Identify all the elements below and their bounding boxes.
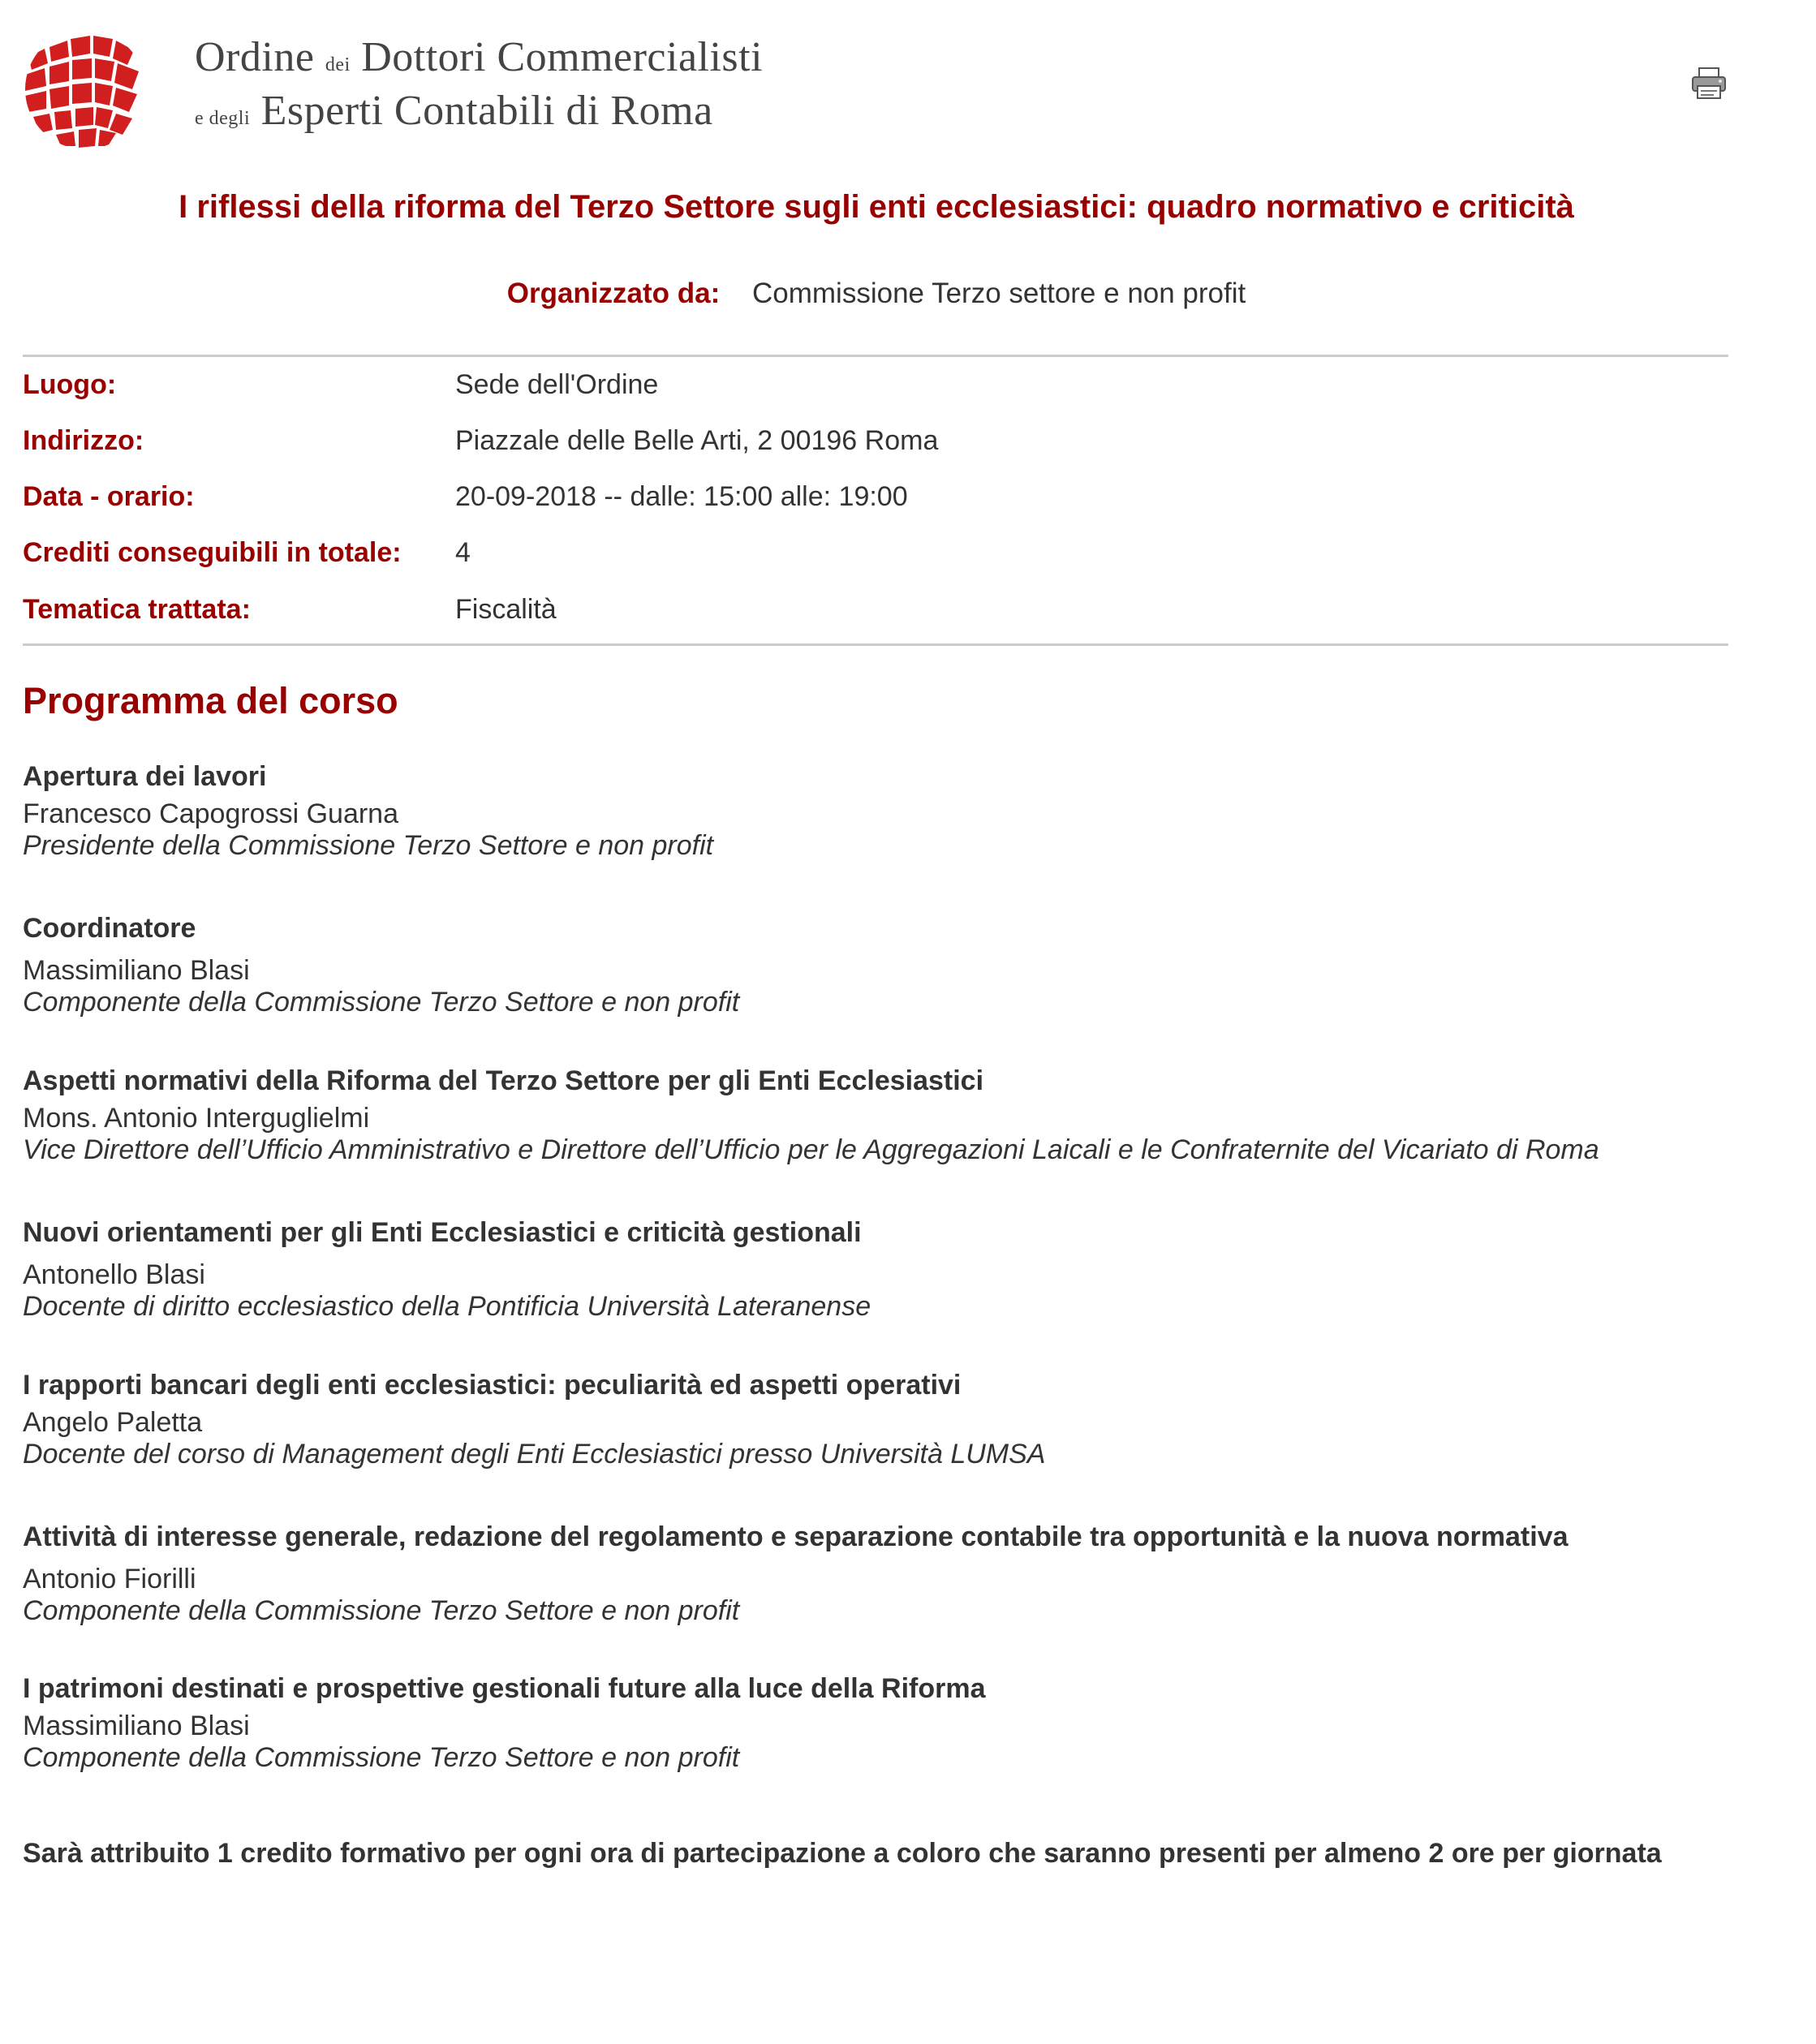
info-row-luogo <box>23 369 1727 410</box>
session-speaker: Antonello Blasi <box>23 1259 205 1291</box>
program-heading: Programma del corso <box>23 680 398 721</box>
session-role: Docente del corso di Management degli Enti Ecclesiastici presso Università LUMSA <box>23 1438 1046 1470</box>
program-session <box>23 1065 1767 1165</box>
session-title: Nuovi orientamenti per gli Enti Ecclesiastici e criticità gestionali <box>23 1217 862 1248</box>
organizer <box>0 278 1753 310</box>
event-title: I riflessi della riforma del Terzo Settore sugli enti ecclesiastici: quadro normativo e criticità <box>179 189 1574 225</box>
session-speaker: Antonio Fiorilli <box>23 1564 196 1595</box>
org-name-esperti: Esperti Contabili di Roma <box>260 88 713 135</box>
session-speaker: Massimiliano Blasi <box>23 1711 250 1742</box>
organizer-label: Organizzato da: <box>506 278 721 309</box>
session-role: Vice Direttore dell’Ufficio Amministrativo e Direttore dell’Ufficio per le Aggregazioni Laicali e le Confraternite del Vicariato di Roma <box>23 1134 1599 1165</box>
session-title: Apertura dei lavori <box>23 761 267 792</box>
session-speaker: Angelo Paletta <box>23 1407 203 1439</box>
divider <box>23 355 1728 357</box>
info-value: Piazzale delle Belle Arti, 2 00196 Roma <box>455 425 939 456</box>
org-name-e-degli: e degli <box>195 108 251 130</box>
session-title: Aspetti normativi della Riforma del Terzo Settore per gli Enti Ecclesiastici <box>23 1065 984 1096</box>
credits-note: Sarà attribuito 1 credito formativo per ogni ora di partecipazione a coloro che saranno presenti per almeno 2 ore per giornata <box>23 1838 1662 1869</box>
info-value: Fiscalità <box>455 594 557 625</box>
info-label: Crediti conseguibili in totale: <box>23 537 402 568</box>
session-title: I patrimoni destinati e prospettive gestionali future alla luce della Riforma <box>23 1673 986 1704</box>
info-label: Tematica trattata: <box>23 594 251 625</box>
session-role: Presidente della Commissione Terzo Settore e non profit <box>23 829 714 861</box>
session-role: Componente della Commissione Terzo Settore e non profit <box>23 1594 740 1626</box>
org-name-dottori: Dottori Commercialisti <box>361 34 764 80</box>
info-value: 4 <box>455 537 471 568</box>
info-row-indirizzo <box>23 425 1727 466</box>
info-row-crediti <box>23 537 1727 578</box>
info-row-data-orario <box>23 481 1727 522</box>
program-session <box>23 913 1767 1018</box>
org-name-dei: dei <box>325 54 351 75</box>
program-session <box>23 761 1767 861</box>
info-value: 20-09-2018 -- dalle: 15:00 alle: 19:00 <box>455 481 908 512</box>
organizer-value: Commissione Terzo settore e non profit <box>752 278 1246 309</box>
org-name-ordine: Ordine <box>195 34 315 80</box>
info-label: Data - orario: <box>23 481 195 512</box>
session-speaker: Mons. Antonio Interguglielmi <box>23 1103 370 1134</box>
session-title: Attività di interesse generale, redazione del regolamento e separazione contabile tra opportunità e la nuova normativa <box>23 1521 1569 1552</box>
info-value: Sede dell'Ordine <box>455 369 659 400</box>
organization-name <box>195 32 763 137</box>
printer-icon[interactable] <box>1690 67 1728 101</box>
session-role: Componente della Commissione Terzo Settore e non profit <box>23 1741 740 1773</box>
divider <box>23 643 1728 646</box>
session-role: Componente della Commissione Terzo Settore e non profit <box>23 986 740 1018</box>
session-title: Coordinatore <box>23 913 196 944</box>
program-session <box>23 1521 1767 1626</box>
info-label: Indirizzo: <box>23 425 144 456</box>
session-title: I rapporti bancari degli enti ecclesiastici: peculiarità ed aspetti operativi <box>23 1370 962 1401</box>
session-speaker: Massimiliano Blasi <box>23 955 250 987</box>
logo <box>20 24 150 154</box>
session-role: Docente di diritto ecclesiastico della Pontificia Università Lateranense <box>23 1290 871 1322</box>
session-speaker: Francesco Capogrossi Guarna <box>23 798 399 830</box>
info-label: Luogo: <box>23 369 117 400</box>
program-session <box>23 1370 1767 1470</box>
info-row-tematica <box>23 594 1727 635</box>
program-session <box>23 1217 1767 1322</box>
program-session <box>23 1673 1767 1773</box>
